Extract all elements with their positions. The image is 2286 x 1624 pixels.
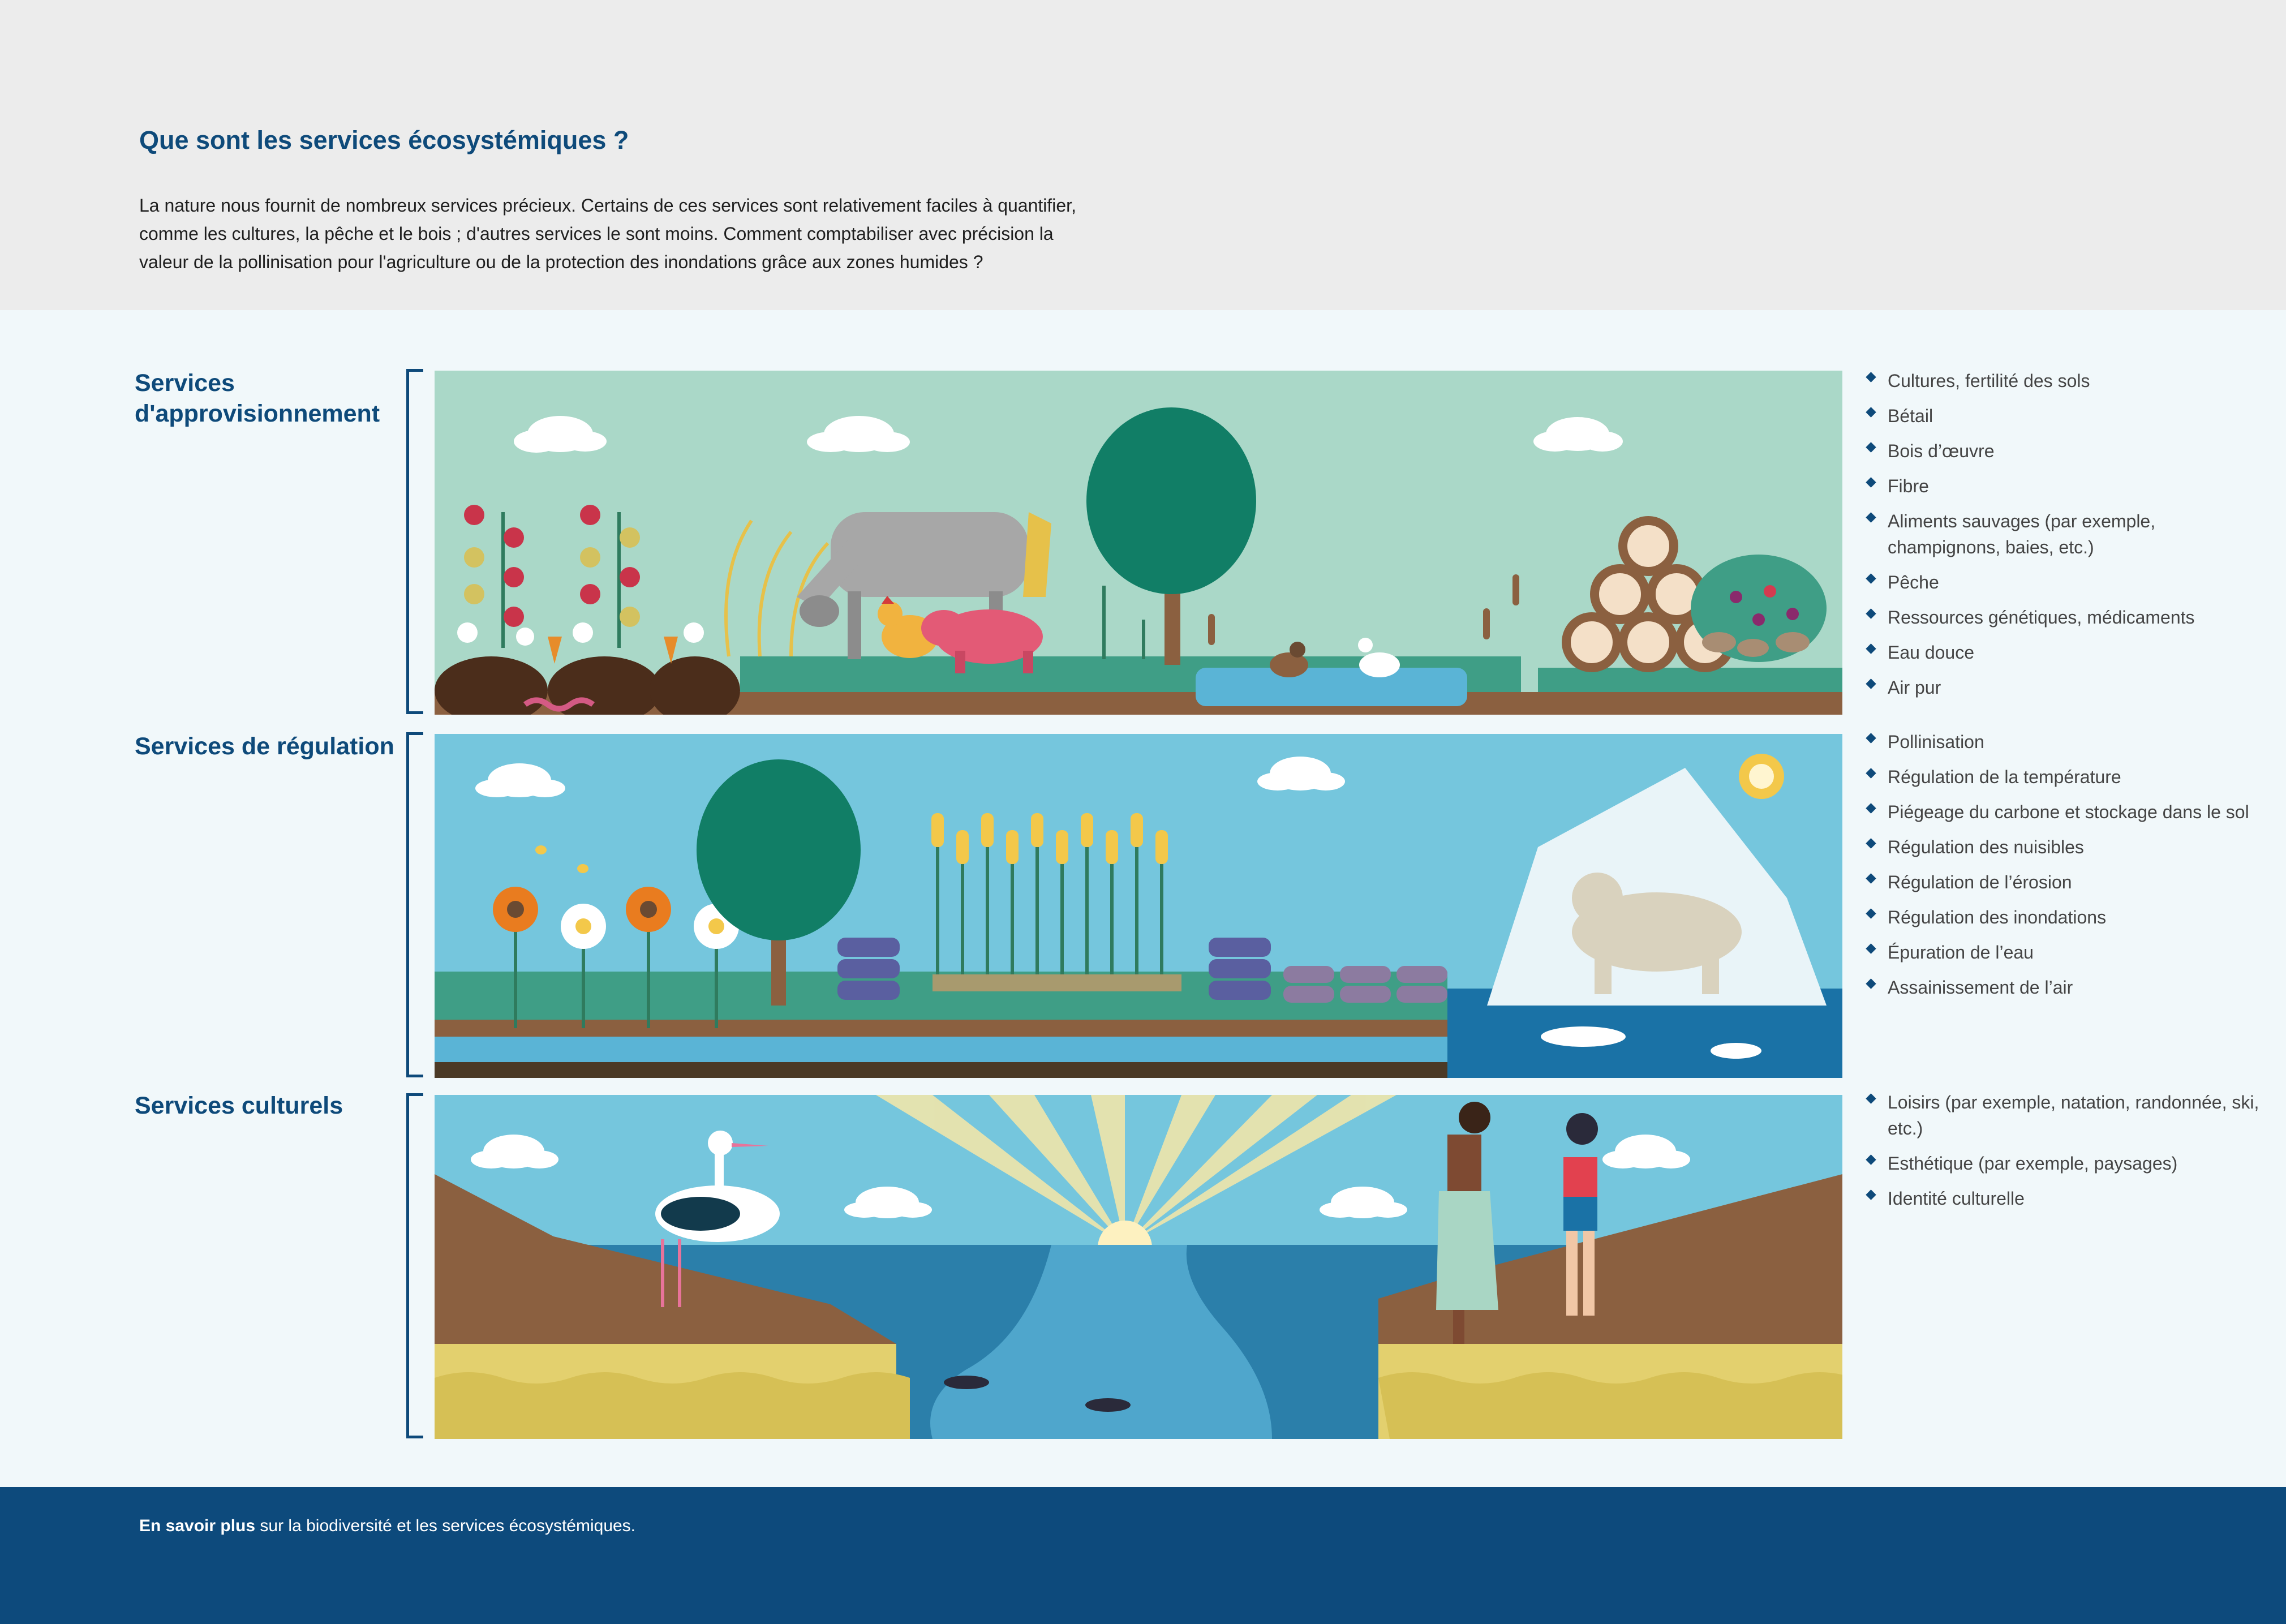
bullet-diamond-icon <box>1866 573 1876 583</box>
page-title: Que sont les services écosystémiques ? <box>139 126 629 154</box>
list-regulation <box>1865 729 2272 1009</box>
footer-rest-text: sur la biodiversité et les services écosystémiques. <box>255 1516 636 1535</box>
list-item: Régulation des nuisibles <box>1865 834 2272 860</box>
list-item: Bétail <box>1865 403 2272 429</box>
bullet-diamond-icon <box>1866 733 1876 743</box>
footer-text <box>139 1516 635 1536</box>
pond <box>1196 668 1467 706</box>
list-item: Aliments sauvages (par exemple, champignons, baies, etc.) <box>1865 508 2272 560</box>
basket-icon <box>837 938 900 1000</box>
illustration-regulation <box>435 734 1842 1078</box>
soil-mound-icon <box>435 656 740 715</box>
illustration-provisioning <box>435 371 1842 715</box>
section-bracket-cultural <box>406 1093 423 1438</box>
list-item: Piégeage du carbone et stockage dans le sol <box>1865 799 2272 825</box>
list-item: Loisirs (par exemple, natation, randonnée, ski, etc.) <box>1865 1089 2272 1141</box>
list-item: Eau douce <box>1865 639 2272 665</box>
list-item: Pollinisation <box>1865 729 2272 755</box>
list-item: Régulation de la température <box>1865 764 2272 790</box>
section-label-provisioning: Services d'approvisionnement <box>135 370 380 427</box>
bullet-diamond-icon <box>1866 1093 1876 1103</box>
list-item: Esthétique (par exemple, paysages) <box>1865 1150 2272 1176</box>
bullet-diamond-icon <box>1866 372 1876 382</box>
basket-icon <box>1209 938 1271 1000</box>
bullet-diamond-icon <box>1866 643 1876 654</box>
bullet-diamond-icon <box>1866 768 1876 778</box>
list-item: Identité culturelle <box>1865 1185 2272 1211</box>
bullet-diamond-icon <box>1866 873 1876 883</box>
bullet-diamond-icon <box>1866 407 1876 417</box>
sun-icon <box>1739 754 1784 799</box>
footer-band <box>0 1487 2286 1624</box>
bullet-diamond-icon <box>1866 512 1876 522</box>
cultural-scene <box>435 1095 1842 1439</box>
section-bracket-regulation <box>406 732 423 1077</box>
list-item: Assainissement de l’air <box>1865 974 2272 1000</box>
bullet-diamond-icon <box>1866 1154 1876 1165</box>
bullet-diamond-icon <box>1866 608 1876 618</box>
list-item: Pêche <box>1865 569 2272 595</box>
list-provisioning <box>1865 368 2272 710</box>
bullet-diamond-icon <box>1866 803 1876 813</box>
bullet-diamond-icon <box>1866 1189 1876 1200</box>
section-label-cultural: Services culturels <box>135 1092 343 1119</box>
list-item: Cultures, fertilité des sols <box>1865 368 2272 394</box>
list-item: Régulation de l’érosion <box>1865 869 2272 895</box>
bullet-diamond-icon <box>1866 442 1876 452</box>
section-bracket-provisioning <box>406 369 423 714</box>
section-label-regulation: Services de régulation <box>135 733 394 760</box>
header-band <box>0 0 2286 310</box>
list-cultural <box>1865 1089 2272 1221</box>
bullet-diamond-icon <box>1866 678 1876 689</box>
regulation-scene <box>435 734 1842 1078</box>
bullet-diamond-icon <box>1866 838 1876 848</box>
learn-more-link[interactable]: En savoir plus <box>139 1516 256 1535</box>
list-item: Bois d’œuvre <box>1865 438 2272 464</box>
bullet-diamond-icon <box>1866 978 1876 989</box>
list-item: Ressources génétiques, médicaments <box>1865 604 2272 630</box>
bullet-diamond-icon <box>1866 943 1876 953</box>
bullet-diamond-icon <box>1866 477 1876 487</box>
list-item: Fibre <box>1865 473 2272 499</box>
intro-paragraph: La nature nous fournit de nombreux services précieux. Certains de ces services sont relativement faciles à quantifier, comme les cultures, la pêche et le bois ; d'autres services le sont moins. Comment comptabiliser avec précision la valeur de la pollinisation pour l'agriculture ou de la protection des inondations grâce aux zones humides ? <box>139 195 1076 272</box>
list-item: Épuration de l’eau <box>1865 939 2272 965</box>
provisioning-scene <box>435 371 1842 715</box>
bullet-diamond-icon <box>1866 908 1876 918</box>
list-item: Régulation des inondations <box>1865 904 2272 930</box>
list-item: Air pur <box>1865 674 2272 701</box>
illustration-cultural <box>435 1095 1842 1439</box>
